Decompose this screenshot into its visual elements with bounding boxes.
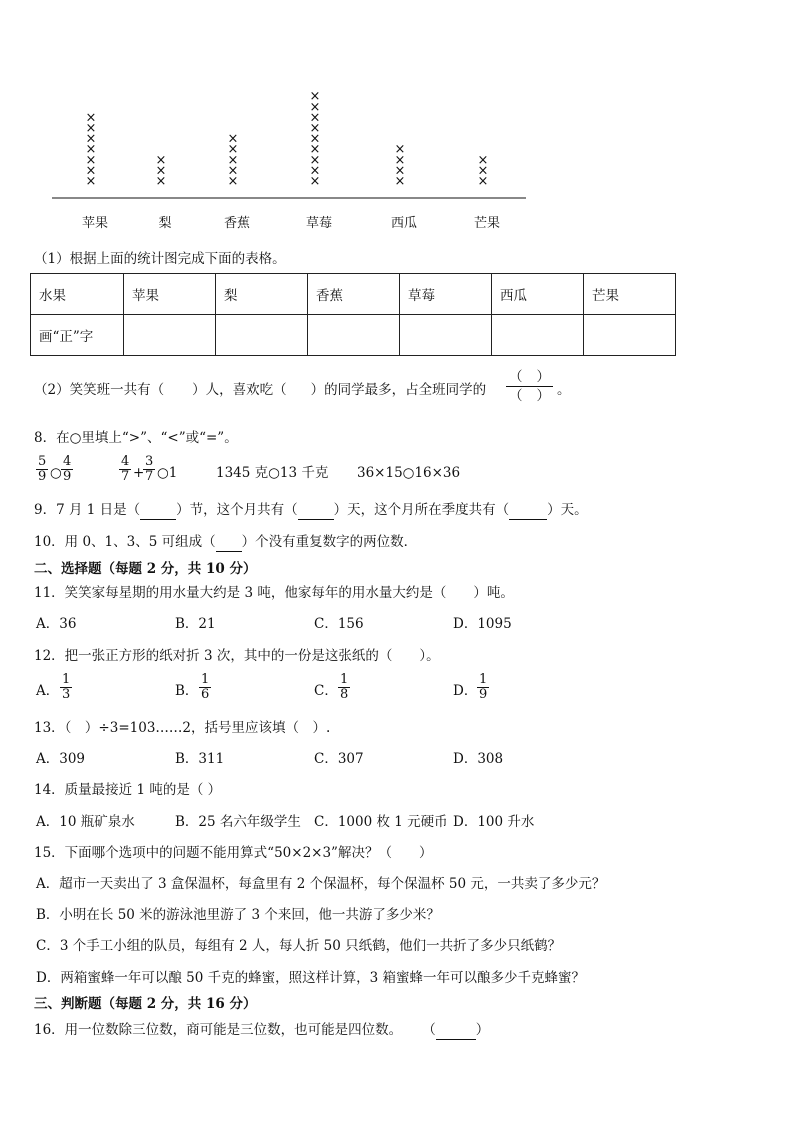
tally-mark: × xyxy=(85,152,97,168)
tally-mark: × xyxy=(309,142,321,158)
section-heading: 三、判断题（每题 2 分，共 16 分） xyxy=(34,996,257,1012)
denominator: 6 xyxy=(201,687,210,702)
numerator: 1 xyxy=(340,672,349,687)
denominator: 7 xyxy=(121,469,130,484)
paren-open: （ xyxy=(509,388,523,404)
option-c[interactable]: C．1000 枚 1 元硬币 xyxy=(314,814,448,830)
fraction xyxy=(36,455,48,484)
tally-mark: × xyxy=(394,174,406,189)
fraction xyxy=(143,455,155,484)
compare-circle[interactable]: ○ xyxy=(50,465,62,481)
section-heading: 二、选择题（每题 2 分，共 10 分） xyxy=(34,561,257,577)
option-d[interactable]: D．1095 xyxy=(453,616,512,632)
tally-mark: × xyxy=(85,121,97,136)
q9-part: ）天。 xyxy=(547,502,588,518)
table-row-label: 画“正”字 xyxy=(31,315,124,356)
numerator: 1 xyxy=(62,672,71,687)
table-header-cell: 香蕉 xyxy=(308,274,400,315)
denominator: 9 xyxy=(479,687,488,702)
fruit-label: 芒果 xyxy=(473,216,501,231)
answer-cell[interactable] xyxy=(216,315,308,356)
answer-blank[interactable] xyxy=(140,501,176,520)
table-header-cell: 水果 xyxy=(31,274,124,315)
tally-mark: × xyxy=(309,174,321,189)
tally-mark: × xyxy=(477,152,489,168)
tally-mark: × xyxy=(155,152,167,168)
paren-close: ） xyxy=(536,369,550,385)
tally-mark: × xyxy=(309,152,321,168)
answer-cell[interactable] xyxy=(124,315,216,356)
tally-mark: × xyxy=(85,131,97,147)
q10-stem xyxy=(34,533,417,552)
option-d[interactable]: D．两箱蜜蜂一年可以酿 50 千克的蜂蜜，照这样计算，3 箱蜜蜂一年可以酿多少千克蜂蜜？ xyxy=(36,970,585,986)
denominator: 7 xyxy=(145,469,154,484)
table-header-cell: 芒果 xyxy=(584,274,676,315)
option-b-label[interactable]: B． xyxy=(175,683,199,699)
q14-stem: 14．质量最接近 1 吨的是（ ） xyxy=(34,782,222,798)
option-a[interactable]: A．10 瓶矿泉水 xyxy=(36,814,135,830)
q8-item3[interactable]: 1345 克○13 千克 xyxy=(216,465,329,481)
q13-stem: 13．（ ）÷3=103……2，括号里应该填（ ）. xyxy=(34,720,331,736)
tally-mark: × xyxy=(394,142,406,158)
option-c-fraction[interactable] xyxy=(338,673,350,702)
table-header-cell: 草莓 xyxy=(400,274,492,315)
numerator: 4 xyxy=(121,454,130,469)
tally-mark: × xyxy=(309,99,321,115)
tally-mark: × xyxy=(85,163,97,179)
table-row xyxy=(31,315,676,356)
tally-mark: × xyxy=(394,152,406,168)
tally-mark: × xyxy=(477,163,489,179)
q8-item4[interactable]: 36×15○16×36 xyxy=(357,465,461,481)
option-b[interactable]: B．311 xyxy=(175,751,225,767)
option-a-label[interactable]: A． xyxy=(36,683,60,699)
denominator: 8 xyxy=(340,687,349,702)
option-a[interactable]: A．超市一天卖出了 3 盒保温杯，每盒里有 2 个保温杯，每个保温杯 50 元，一共卖了多少元？ xyxy=(36,876,606,892)
answer-cell[interactable] xyxy=(400,315,492,356)
option-a[interactable]: A．309 xyxy=(36,751,86,767)
q7-sub2-part: ）的同学最多，占全班同学的 xyxy=(310,382,487,398)
tally-mark: × xyxy=(477,174,489,189)
table-header-cell: 梨 xyxy=(216,274,308,315)
fruit-tally-chart xyxy=(0,0,794,240)
option-d[interactable]: D．100 升水 xyxy=(453,814,535,830)
answer-cell[interactable] xyxy=(584,315,676,356)
option-c[interactable]: C．307 xyxy=(314,751,364,767)
option-c[interactable]: C．3 个手工小组的队员，每组有 2 人，每人折 50 只纸鹤，他们一共折了多少只纸鹤？ xyxy=(36,938,562,954)
tally-mark: × xyxy=(85,110,97,126)
tally-mark: × xyxy=(309,121,321,136)
option-c[interactable]: C．156 xyxy=(314,616,364,632)
numerator: 3 xyxy=(145,454,154,469)
denominator: 9 xyxy=(63,469,72,484)
option-b[interactable]: B．25 名六年级学生 xyxy=(175,814,301,830)
fraction xyxy=(61,455,73,484)
q7-sub2-end: 。 xyxy=(557,382,571,398)
q12-stem: 12．把一张正方形的纸对折 3 次，其中的一份是这张纸的（ ）。 xyxy=(34,648,440,664)
tally-mark: × xyxy=(227,142,239,158)
paren-close: ） xyxy=(475,1022,490,1038)
q10-part: ）个没有重复数字的两位数． xyxy=(241,534,418,550)
q7-sub2-part: （2）笑笑班一共有（ xyxy=(34,382,165,398)
q15-stem: 15．下面哪个选项中的问题不能用算式“50×2×3”解决？（ ） xyxy=(34,845,433,861)
answer-fraction[interactable] xyxy=(506,369,553,404)
tally-mark: × xyxy=(227,174,239,189)
tally-mark: × xyxy=(309,89,321,105)
answer-blank[interactable] xyxy=(436,1021,476,1040)
fruit-label: 梨 xyxy=(158,216,172,231)
numerator: 4 xyxy=(63,454,72,469)
answer-blank[interactable] xyxy=(509,501,547,520)
tally-mark: × xyxy=(227,131,239,147)
fruit-label: 苹果 xyxy=(81,216,109,231)
answer-cell[interactable] xyxy=(308,315,400,356)
q9-part: ）天，这个月所在季度共有（ xyxy=(333,502,510,518)
q11-stem: 11．笑笑家每星期的用水量大约是 3 吨，他家每年的用水量大约是（ ）吨。 xyxy=(34,585,514,601)
fraction xyxy=(119,455,131,484)
numerator: 5 xyxy=(38,454,47,469)
q7-sub1: （1）根据上面的统计图完成下面的表格。 xyxy=(34,251,286,267)
tally-mark: × xyxy=(309,131,321,147)
compare-circle[interactable]: ○1 xyxy=(157,465,178,481)
tally-mark: × xyxy=(309,163,321,179)
denominator: 9 xyxy=(38,469,47,484)
denominator: 3 xyxy=(62,687,71,702)
q9-stem xyxy=(34,501,588,520)
fruit-label: 草莓 xyxy=(305,216,333,231)
answer-blank[interactable] xyxy=(216,533,242,552)
tally-mark: × xyxy=(227,152,239,168)
option-b[interactable]: B．21 xyxy=(175,616,216,632)
q9-part: ）节，这个月共有（ xyxy=(176,502,298,518)
option-d-fraction[interactable] xyxy=(477,673,489,702)
tally-mark: × xyxy=(85,174,97,189)
fruit-table xyxy=(30,273,676,356)
option-b-fraction[interactable] xyxy=(199,673,211,702)
tally-mark: × xyxy=(155,174,167,189)
tally-mark: × xyxy=(394,163,406,179)
q7-sub2 xyxy=(34,381,486,399)
paren-close: ） xyxy=(536,388,550,404)
numerator: 1 xyxy=(479,672,488,687)
fruit-label: 香蕉 xyxy=(223,216,251,231)
q16-text: 16．用一位数除三位数，商可能是三位数，也可能是四位数。 xyxy=(34,1022,403,1038)
paren-open: （ xyxy=(509,369,523,385)
answer-blank[interactable] xyxy=(298,501,334,520)
tally-mark: × xyxy=(309,110,321,126)
option-a-fraction[interactable] xyxy=(60,673,72,702)
table-header-cell: 苹果 xyxy=(124,274,216,315)
tally-mark: × xyxy=(227,163,239,179)
plus-sign: + xyxy=(133,465,145,481)
q9-part: 9．7 月 1 日是（ xyxy=(34,502,141,518)
paren-open: （ xyxy=(422,1022,436,1038)
numerator: 1 xyxy=(201,672,210,687)
q10-part: 10．用 0、1、3、5 可组成（ xyxy=(34,534,216,550)
option-a[interactable]: A．36 xyxy=(36,616,77,632)
table-header-cell: 西瓜 xyxy=(492,274,584,315)
q7-sub2-part: ）人，喜欢吃（ xyxy=(192,382,287,398)
option-c-label[interactable]: C． xyxy=(314,683,338,699)
table-header-row xyxy=(31,274,676,315)
option-b[interactable]: B．小明在长 50 米的游泳池里游了 3 个来回，他一共游了多少米？ xyxy=(36,907,440,923)
fruit-label: 西瓜 xyxy=(390,216,418,231)
option-d-label[interactable]: D． xyxy=(453,683,478,699)
q16-stem xyxy=(34,1021,489,1040)
tally-mark: × xyxy=(155,163,167,179)
q8-stem: 8．在○里填上“>”、“<”或“=”。 xyxy=(34,430,238,446)
answer-cell[interactable] xyxy=(492,315,584,356)
option-d[interactable]: D．308 xyxy=(453,751,504,767)
tally-mark: × xyxy=(85,142,97,158)
